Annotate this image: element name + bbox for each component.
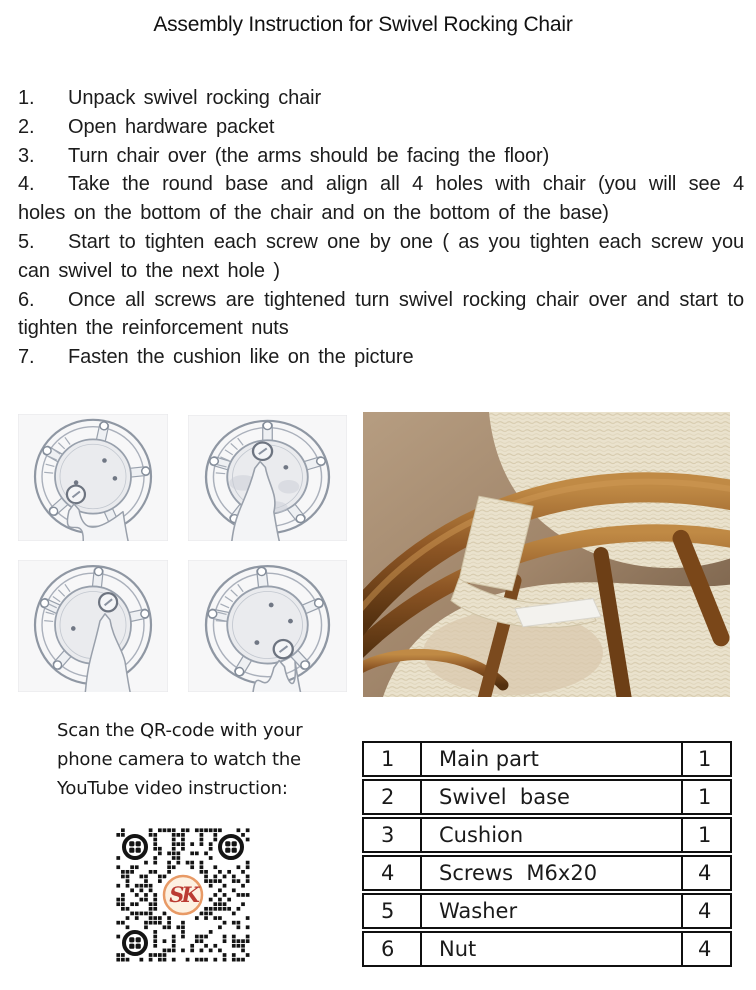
qr-caption-line: phone camera to watch the bbox=[57, 749, 301, 770]
part-qty-cell: 4 bbox=[698, 899, 712, 923]
instruction-text: Start to tighten each screw one by one ( as you tighten each screw you can swivel to the next hole ) bbox=[18, 230, 744, 282]
table-row bbox=[362, 741, 732, 777]
instruction-number: 3. bbox=[18, 144, 35, 167]
part-qty-cell: 4 bbox=[698, 937, 712, 961]
qr-code bbox=[108, 822, 258, 972]
instruction-number: 7. bbox=[18, 346, 35, 369]
cushion-strap-photo bbox=[363, 412, 730, 697]
table-row bbox=[362, 893, 732, 929]
part-number-cell: 1 bbox=[364, 743, 422, 775]
parts-table bbox=[362, 741, 732, 969]
qr-caption bbox=[57, 716, 357, 803]
instruction-item bbox=[18, 343, 744, 372]
swivel-base-sketch-3 bbox=[18, 560, 168, 692]
qr-logo-monogram: SK bbox=[169, 882, 197, 907]
part-name-cell: Main part bbox=[422, 743, 683, 775]
part-qty-cell: 1 bbox=[698, 747, 712, 771]
instruction-item bbox=[18, 84, 744, 113]
part-name-cell: Washer bbox=[422, 895, 683, 927]
instruction-item bbox=[18, 142, 744, 171]
instruction-item bbox=[18, 170, 744, 228]
table-row bbox=[362, 779, 732, 815]
part-number-cell: 3 bbox=[364, 819, 422, 851]
instruction-text: Take the round base and align all 4 holes with chair (you will see 4 holes on the bottom of the chair and on the bottom of the base) bbox=[18, 173, 744, 225]
part-number-cell: 6 bbox=[364, 933, 422, 965]
part-name-cell: Swivel base bbox=[422, 781, 683, 813]
part-name-cell: Screws M6x20 bbox=[422, 857, 683, 889]
part-name-cell: Cushion bbox=[422, 819, 683, 851]
part-name-cell: Nut bbox=[422, 933, 683, 965]
part-number-cell: 2 bbox=[364, 781, 422, 813]
part-qty-cell: 1 bbox=[698, 823, 712, 847]
part-number-cell: 5 bbox=[364, 895, 422, 927]
part-qty-cell: 1 bbox=[698, 785, 712, 809]
instruction-number: 2. bbox=[18, 115, 35, 138]
instruction-number: 1. bbox=[18, 87, 35, 109]
instruction-number: 5. bbox=[18, 230, 35, 253]
instruction-text: Turn chair over (the arms should be facing the floor) bbox=[68, 144, 550, 167]
instruction-item bbox=[18, 286, 744, 344]
instruction-list bbox=[18, 84, 744, 372]
table-row bbox=[362, 855, 732, 891]
swivel-base-sketch-4 bbox=[188, 560, 347, 692]
instruction-number: 6. bbox=[18, 288, 35, 311]
instruction-text: Unpack swivel rocking chair bbox=[68, 87, 322, 109]
instruction-text: Fasten the cushion like on the picture bbox=[68, 346, 414, 369]
page-title: Assembly Instruction for Swivel Rocking Chair bbox=[153, 13, 573, 36]
qr-caption-line: Scan the QR-code with your bbox=[57, 720, 303, 741]
table-row bbox=[362, 931, 732, 967]
part-number-cell: 4 bbox=[364, 857, 422, 889]
part-qty-cell: 4 bbox=[698, 861, 712, 885]
table-row bbox=[362, 817, 732, 853]
instruction-text: Open hardware packet bbox=[68, 115, 275, 138]
instruction-item bbox=[18, 228, 744, 286]
swivel-base-sketch-2 bbox=[188, 415, 347, 541]
swivel-base-sketch-1 bbox=[18, 414, 168, 541]
qr-caption-line: YouTube video instruction: bbox=[57, 778, 288, 799]
instruction-item bbox=[18, 113, 744, 142]
instruction-text: Once all screws are tightened turn swivel rocking chair over and start to tighten the reinforcement nuts bbox=[18, 288, 744, 340]
instruction-number: 4. bbox=[18, 173, 35, 196]
